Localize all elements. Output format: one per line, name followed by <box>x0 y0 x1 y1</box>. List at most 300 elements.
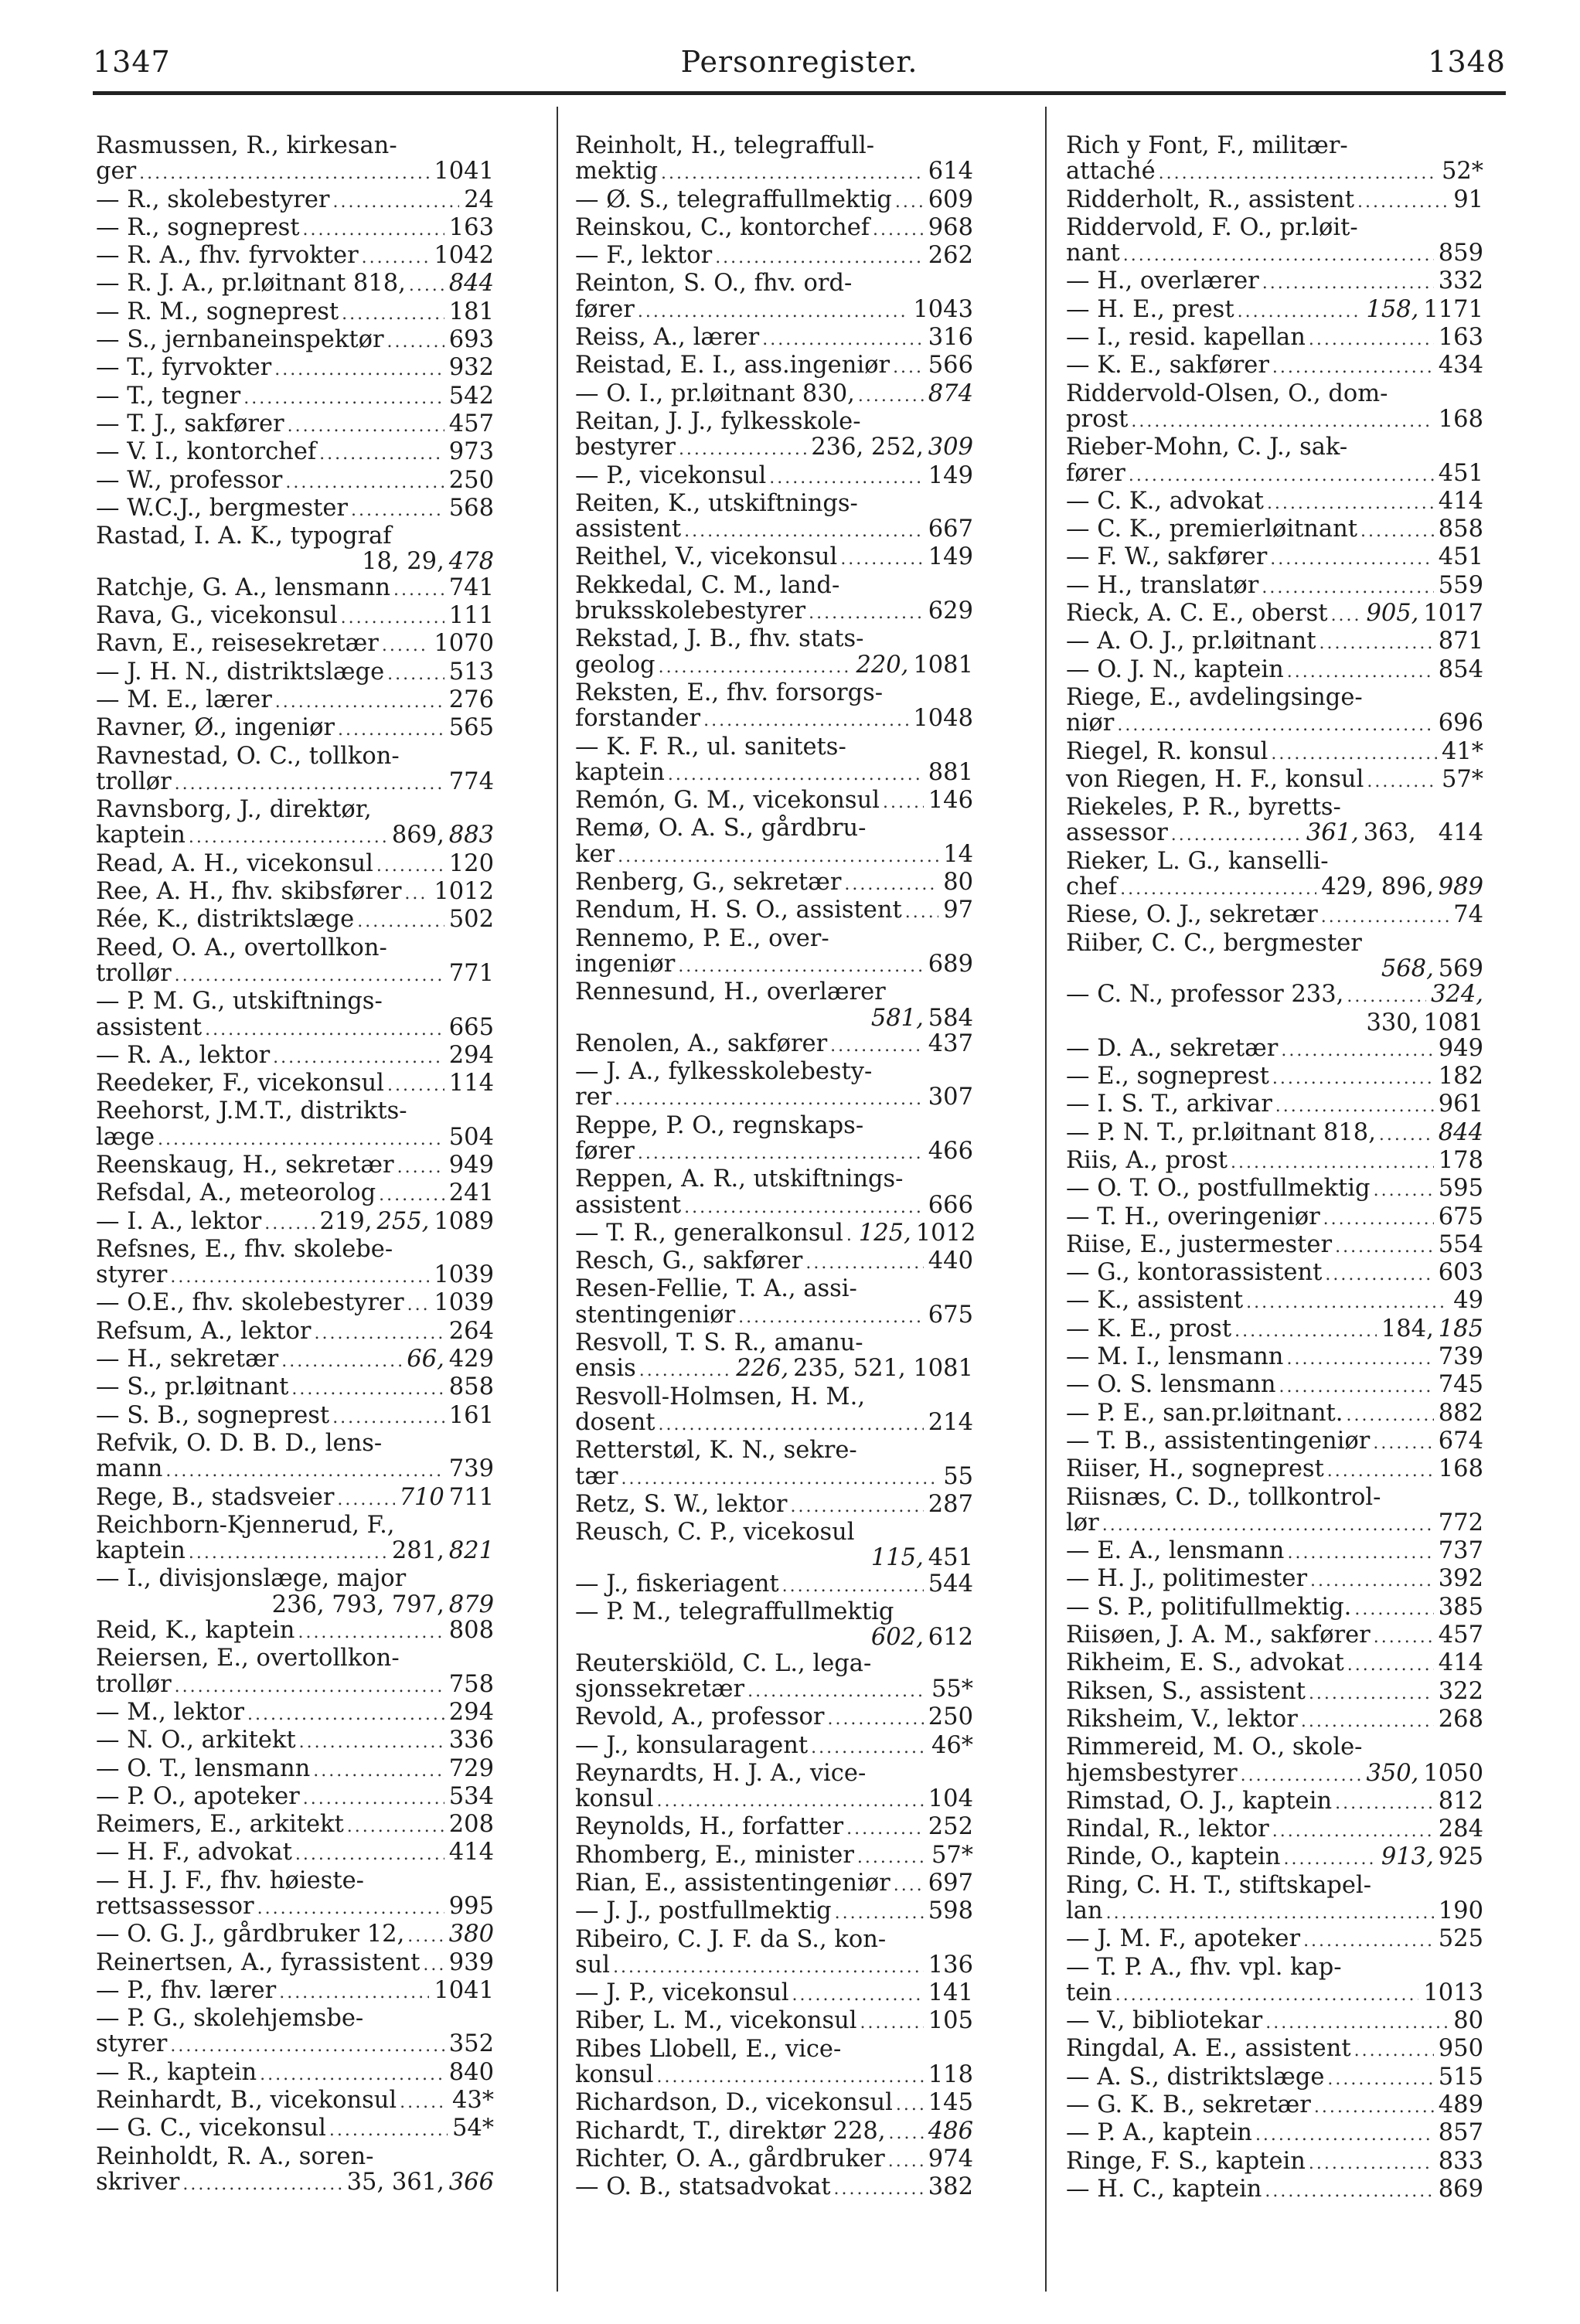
index-entry <box>96 1839 494 1867</box>
leader-dots <box>186 825 387 850</box>
leader-dots <box>676 437 806 462</box>
entry-text: Resvoll-Holmsen, H. M., <box>575 1383 866 1410</box>
leader-dots <box>1267 546 1434 572</box>
index-entry <box>1066 1955 1483 2009</box>
entry-line <box>96 1346 494 1374</box>
entry-text: Rendum, H. S. O., assistent <box>575 897 902 924</box>
index-entry <box>575 1870 973 1898</box>
index-entry <box>575 1519 973 1571</box>
leader-dots <box>1276 1374 1434 1400</box>
index-entry <box>575 788 973 815</box>
page-ref: 104 <box>928 1785 973 1813</box>
page-ref: 380 <box>448 1921 494 1948</box>
entry-text: Resvoll, T. S. R., amanu- <box>575 1329 863 1357</box>
entry-line <box>575 325 973 352</box>
entry-text: Ratchje, G. A., lensmann <box>96 573 390 601</box>
leader-dots <box>1332 1791 1434 1816</box>
page-ref: 24 <box>464 185 494 213</box>
index-entry <box>1066 215 1483 269</box>
entry-text: lan <box>1066 1897 1103 1924</box>
page-ref: 844 <box>448 270 494 298</box>
entry-line <box>1066 874 1483 902</box>
page-ref: 361, <box>1306 819 1359 847</box>
entry-line <box>575 271 973 296</box>
page-ref: 968 <box>928 213 973 241</box>
page-ref: 534 <box>448 1782 494 1810</box>
index-entry <box>575 734 973 788</box>
leader-dots <box>316 441 444 467</box>
index-entry <box>575 680 973 734</box>
page-ref: 43* <box>451 2087 494 2115</box>
page-ref: 255, <box>376 1207 430 1235</box>
entry-text: bruksskolebestyrer <box>575 597 806 625</box>
entry-text: Reusch, C. P., vicekosul <box>575 1519 855 1546</box>
entry-line <box>96 1125 494 1152</box>
entry-text: — F. W., sakfører <box>1066 543 1268 571</box>
index-entry <box>575 463 973 491</box>
entry-line <box>1066 1456 1483 1484</box>
page-ref: 66, <box>407 1346 444 1373</box>
entry-line <box>575 815 973 841</box>
page-ref: 324, <box>1431 981 1483 1009</box>
page-ref: 693 <box>448 326 494 354</box>
page-ref: 219, <box>319 1207 373 1235</box>
entry-line <box>575 1492 973 1519</box>
page-ref: 874 <box>928 379 973 407</box>
leader-dots <box>1324 1458 1434 1484</box>
leader-dots <box>610 1955 924 1980</box>
index-entry <box>575 1276 973 1330</box>
index-entry <box>1066 1816 1483 1844</box>
page-ref: 429 <box>448 1346 494 1373</box>
entry-line <box>1066 1622 1483 1650</box>
entry-text: Ringdal, A. E., assistent <box>1066 2035 1351 2063</box>
leader-dots <box>700 708 908 733</box>
page-ref: 414 <box>1438 1649 1483 1677</box>
page-ref: 581, <box>870 1004 924 1032</box>
entry-line <box>1066 488 1483 516</box>
index-entry <box>575 897 973 925</box>
entry-line <box>96 1538 494 1566</box>
leader-dots <box>841 872 938 897</box>
index-entry <box>1066 573 1483 601</box>
index-entry <box>575 1733 973 1761</box>
entry-line <box>1066 1372 1483 1400</box>
index-entry <box>96 1727 494 1755</box>
leader-dots <box>1262 2179 1433 2204</box>
leader-dots <box>1370 1431 1433 1456</box>
page-ref: 857 <box>1438 2119 1483 2147</box>
entry-text: — E. A., lensmann <box>1066 1537 1285 1565</box>
entry-line <box>96 1868 494 1894</box>
leader-dots <box>1114 713 1433 738</box>
entry-text: — C. N., professor 233, <box>1066 981 1344 1009</box>
index-entry <box>575 1059 973 1113</box>
entry-text: Rée, K., distriktslæge <box>96 906 355 934</box>
entry-line <box>575 297 973 325</box>
page-ref: 105 <box>928 2007 973 2035</box>
index-entry <box>96 187 494 215</box>
entry-text: — P. A., kaptein <box>1066 2119 1252 2147</box>
leader-dots <box>654 2064 924 2090</box>
page-ref: 268 <box>1438 1705 1483 1733</box>
entry-text: rettsassessor <box>96 1893 254 1920</box>
entry-line <box>1066 1566 1483 1594</box>
leader-dots <box>288 1376 444 1402</box>
entry-line <box>575 734 973 760</box>
entry-text: Rastad, I. A. K., typograf <box>96 522 392 550</box>
page-ref: 739 <box>448 1455 494 1483</box>
page-ref: 689 <box>928 950 973 978</box>
entry-line <box>575 1330 973 1356</box>
leader-dots <box>808 1735 927 1761</box>
entry-line <box>575 842 973 869</box>
entry-line <box>1066 982 1483 1009</box>
page-ref: 54* <box>451 2115 494 2142</box>
entry-text: — H., translatør <box>1066 571 1259 599</box>
entry-text: Riegel, R. konsul <box>1066 737 1268 765</box>
index-entry <box>575 544 973 572</box>
page-ref: 525 <box>1438 1925 1483 1953</box>
page-ref: 603 <box>1438 1259 1483 1287</box>
entry-text: 18, 29, <box>362 548 444 576</box>
entry-line <box>575 2090 973 2118</box>
entry-line <box>575 1927 973 1952</box>
entry-text: Rege, B., stadsveier <box>96 1483 335 1511</box>
entry-text: ingeniør <box>575 950 676 978</box>
index-entry <box>1066 2149 1483 2176</box>
index-entry <box>1066 1485 1483 1539</box>
entry-text: — R. J. A., pr.løitnant 818, <box>96 270 406 298</box>
index-entry <box>96 1180 494 1208</box>
page-ref: 554 <box>1438 1230 1483 1258</box>
index-entry <box>96 355 494 383</box>
entry-line <box>96 215 494 243</box>
entry-text: — H. E., prest <box>1066 295 1234 323</box>
entry-text: kaptein <box>96 1537 186 1565</box>
leader-dots <box>618 1466 939 1492</box>
index-entry <box>1066 544 1483 572</box>
entry-line <box>575 1599 973 1625</box>
index-entry <box>1066 1650 1483 1678</box>
leader-dots <box>1318 904 1449 930</box>
entry-line <box>96 1921 494 1949</box>
leader-dots <box>854 1845 927 1870</box>
entry-text: — K. F. R., ul. sanitets- <box>575 733 846 760</box>
leader-dots <box>1306 1681 1434 1706</box>
leader-dots <box>712 245 924 271</box>
entry-text: Riise, E., justermester <box>1066 1230 1333 1258</box>
page-ref: 429, 896, <box>1321 873 1434 901</box>
entry-text: Riege, E., avdelingsinge- <box>1066 683 1363 711</box>
index-entry <box>1066 982 1483 1036</box>
entry-text: fører <box>575 1137 635 1165</box>
entry-text: Reedeker, F., vicekonsul <box>96 1070 384 1097</box>
entry-line <box>575 491 973 516</box>
index-entry <box>575 2008 973 2036</box>
index-entry <box>96 1431 494 1485</box>
leader-dots <box>1269 355 1434 380</box>
entry-text: — T. J., sakfører <box>96 410 284 437</box>
index-entry <box>1066 902 1483 930</box>
entry-text: assistent <box>575 515 682 543</box>
entry-line <box>1066 956 1483 982</box>
leader-dots <box>655 1412 924 1438</box>
leader-dots <box>1103 1900 1434 1926</box>
entry-line <box>575 2008 973 2036</box>
leader-dots <box>1284 1540 1433 1566</box>
entry-text: Reppe, P. O., regnskaps- <box>575 1111 864 1139</box>
entry-line <box>1066 573 1483 601</box>
leader-dots <box>278 1349 402 1374</box>
page-ref: 1042 <box>434 242 494 270</box>
leader-dots <box>611 1087 924 1112</box>
index-entry <box>96 1978 494 2006</box>
entry-line <box>575 158 973 186</box>
index-entry <box>575 352 973 380</box>
page-ref: 859 <box>1438 240 1483 267</box>
entry-text: — F., lektor <box>575 242 713 270</box>
leader-dots <box>1324 2067 1433 2092</box>
entry-line <box>1066 1148 1483 1176</box>
entry-text: Riksheim, V., lektor <box>1066 1705 1298 1733</box>
leader-dots <box>406 273 444 298</box>
entry-text: stentingeniør <box>575 1301 736 1329</box>
page-ref: 1013 <box>1423 1979 1483 2006</box>
leader-dots <box>635 299 909 325</box>
index-entry <box>575 1814 973 1842</box>
entry-line <box>96 2144 494 2169</box>
leader-dots <box>890 1873 924 1898</box>
leader-dots <box>857 2010 924 2036</box>
page-ref: 882 <box>1438 1399 1483 1427</box>
entry-line <box>1066 2008 1483 2036</box>
entry-line <box>575 1276 973 1302</box>
entry-line <box>575 897 973 925</box>
index-entry <box>96 907 494 934</box>
entry-text: — M. E., lærer <box>96 686 272 713</box>
page-ref: 565 <box>448 714 494 742</box>
entry-line <box>96 1209 494 1237</box>
index-column-3 <box>1066 133 1483 2204</box>
entry-line <box>575 1138 973 1166</box>
page-ref: 812 <box>1438 1787 1483 1815</box>
entry-line <box>1066 325 1483 352</box>
entry-text: Reiten, K., utskiftnings- <box>575 489 858 517</box>
entry-text: Rekkedal, C. M., land- <box>575 571 840 599</box>
entry-text: — R., sogneprest <box>96 213 300 241</box>
page-ref: 287 <box>928 1490 973 1518</box>
entry-line <box>1066 931 1483 956</box>
index-entry <box>1066 1372 1483 1400</box>
entry-line <box>1066 516 1483 544</box>
index-entry <box>1066 352 1483 380</box>
leader-dots <box>1259 271 1434 296</box>
page-ref: 569 <box>1438 954 1483 982</box>
entry-line <box>1066 685 1483 710</box>
page-ref: 1041 <box>434 158 494 185</box>
index-entry <box>575 133 973 187</box>
entry-line <box>96 1098 494 1124</box>
entry-text: — O.E., fhv. skolebestyrer <box>96 1289 404 1317</box>
index-entry <box>1066 1316 1483 1344</box>
page-ref: 883 <box>448 822 494 849</box>
entry-text: — C. K., premierløitnant <box>1066 515 1358 543</box>
leader-dots <box>300 1786 444 1812</box>
entry-text: Resen-Fellie, T. A., assi- <box>575 1275 857 1303</box>
leader-dots <box>329 189 459 215</box>
page-ref: 281, <box>391 1537 444 1565</box>
right-page-number: 1348 <box>1428 45 1506 79</box>
page-ref: 115, <box>870 1544 924 1572</box>
entry-text: dosent <box>575 1408 655 1436</box>
entry-line <box>96 1566 494 1591</box>
page-ref: 236, 252, <box>811 434 924 461</box>
page-ref: 80 <box>1453 2007 1483 2035</box>
leader-dots <box>338 605 444 631</box>
entry-line <box>575 1031 973 1059</box>
leader-dots <box>172 963 444 988</box>
page-ref: 161 <box>448 1401 494 1429</box>
page-ref: 949 <box>448 1151 494 1179</box>
page-ref: 262 <box>928 242 973 270</box>
entry-line <box>96 1237 494 1262</box>
index-entry <box>575 1704 973 1732</box>
entry-text: — H., overlærer <box>1066 267 1259 295</box>
entry-text: Retz, S. W., lektor <box>575 1490 788 1518</box>
index-entry <box>1066 516 1483 544</box>
entry-line <box>96 1456 494 1484</box>
index-entry <box>575 1599 973 1651</box>
entry-line <box>96 797 494 822</box>
entry-text: Rasmussen, R., kirkesan- <box>96 132 397 159</box>
index-entry <box>575 1927 973 1981</box>
index-entry <box>575 271 973 325</box>
leader-dots <box>1112 1982 1419 2008</box>
index-entry <box>96 383 494 411</box>
leader-dots <box>893 2092 924 2118</box>
entry-line <box>1066 158 1483 186</box>
page-ref: 309 <box>928 434 973 461</box>
leader-dots <box>384 329 444 355</box>
entry-text: Reinskou, C., kontorchef <box>575 213 870 241</box>
entry-line <box>96 495 494 523</box>
page-ref: 710 <box>399 1483 444 1511</box>
index-entry <box>96 659 494 687</box>
entry-text: Reinholt, H., telegraffull- <box>575 132 875 159</box>
entry-line <box>96 822 494 850</box>
entry-line <box>96 1374 494 1402</box>
leader-dots <box>404 1924 444 1949</box>
entry-text: ger <box>96 158 137 185</box>
page-ref: 414 <box>448 1839 494 1866</box>
entry-text: — J. M. F., apoteker <box>1066 1925 1301 1953</box>
entry-text: 330, <box>1366 1009 1419 1036</box>
index-entry <box>1066 657 1483 685</box>
page-ref: 939 <box>448 1948 494 1976</box>
index-entry <box>1066 2064 1483 2092</box>
entry-text: — R., skolebestyrer <box>96 185 330 213</box>
page-ref: 250 <box>448 466 494 494</box>
page-ref: 675 <box>928 1301 973 1329</box>
page-ref: 451 <box>1438 459 1483 487</box>
index-entry <box>96 495 494 523</box>
page-ref: 598 <box>928 1897 973 1925</box>
entry-line <box>96 1950 494 1978</box>
entry-text: Richardson, D., vicekonsul <box>575 2089 893 2117</box>
entry-text: styrer <box>96 2030 168 2058</box>
leader-dots <box>167 1264 429 1290</box>
entry-line <box>96 1319 494 1346</box>
entry-line <box>575 215 973 243</box>
index-entry <box>96 1098 494 1152</box>
index-entry <box>96 603 494 631</box>
leader-dots <box>1351 1597 1433 1622</box>
entry-text: 236, 793, 797, <box>271 1591 444 1618</box>
leader-dots <box>167 2033 444 2059</box>
index-entry <box>1066 601 1483 628</box>
leader-dots <box>1364 769 1437 795</box>
entry-text: — J. J., postfullmektig <box>575 1897 832 1925</box>
leader-dots <box>1376 1122 1434 1148</box>
page-ref: 284 <box>1438 1815 1483 1843</box>
entry-line <box>1066 710 1483 738</box>
index-entry <box>575 215 973 243</box>
leader-dots <box>1320 1206 1434 1232</box>
entry-text: — R. A., fhv. fyrvokter <box>96 242 359 270</box>
page-ref: 1070 <box>434 630 494 658</box>
entry-line <box>1066 1706 1483 1734</box>
page-ref: 542 <box>448 382 494 410</box>
page-ref: 614 <box>928 158 973 185</box>
entry-text: konsul <box>575 2061 654 2089</box>
entry-line <box>96 659 494 687</box>
index-entry <box>96 1512 494 1567</box>
entry-line <box>96 1672 494 1700</box>
leader-dots <box>1306 327 1434 352</box>
entry-line <box>575 352 973 380</box>
page-ref: 629 <box>928 597 973 625</box>
index-entry <box>1066 767 1483 795</box>
page-ref: 1050 <box>1423 1759 1483 1787</box>
entry-line <box>96 299 494 327</box>
index-entry <box>575 1166 973 1220</box>
leader-dots <box>1168 822 1302 848</box>
index-entry <box>96 2115 494 2143</box>
entry-line <box>96 1727 494 1755</box>
leader-dots <box>880 790 924 815</box>
index-entry <box>1066 1428 1483 1456</box>
leader-dots <box>326 2118 448 2143</box>
leader-dots <box>271 357 444 383</box>
entry-line <box>1066 1063 1483 1091</box>
entry-line <box>96 935 494 961</box>
index-entry <box>1066 1566 1483 1594</box>
page-ref: 1041 <box>434 1976 494 2004</box>
entry-line <box>96 1262 494 1290</box>
index-entry <box>96 988 494 1043</box>
entry-text: Reuterskiöld, C. L., lega- <box>575 1649 872 1677</box>
entry-text: — O. I., pr.løitnant 830, <box>575 379 855 407</box>
page-ref: 414 <box>1438 487 1483 515</box>
index-entry <box>96 1346 494 1374</box>
page-ref: 854 <box>1438 655 1483 683</box>
entry-text: — I. S. T., arkivar <box>1066 1091 1272 1118</box>
leader-dots <box>240 386 444 411</box>
page-ref: 869 <box>1438 2175 1483 2203</box>
leader-dots <box>1351 2038 1434 2064</box>
leader-dots <box>179 2172 342 2197</box>
